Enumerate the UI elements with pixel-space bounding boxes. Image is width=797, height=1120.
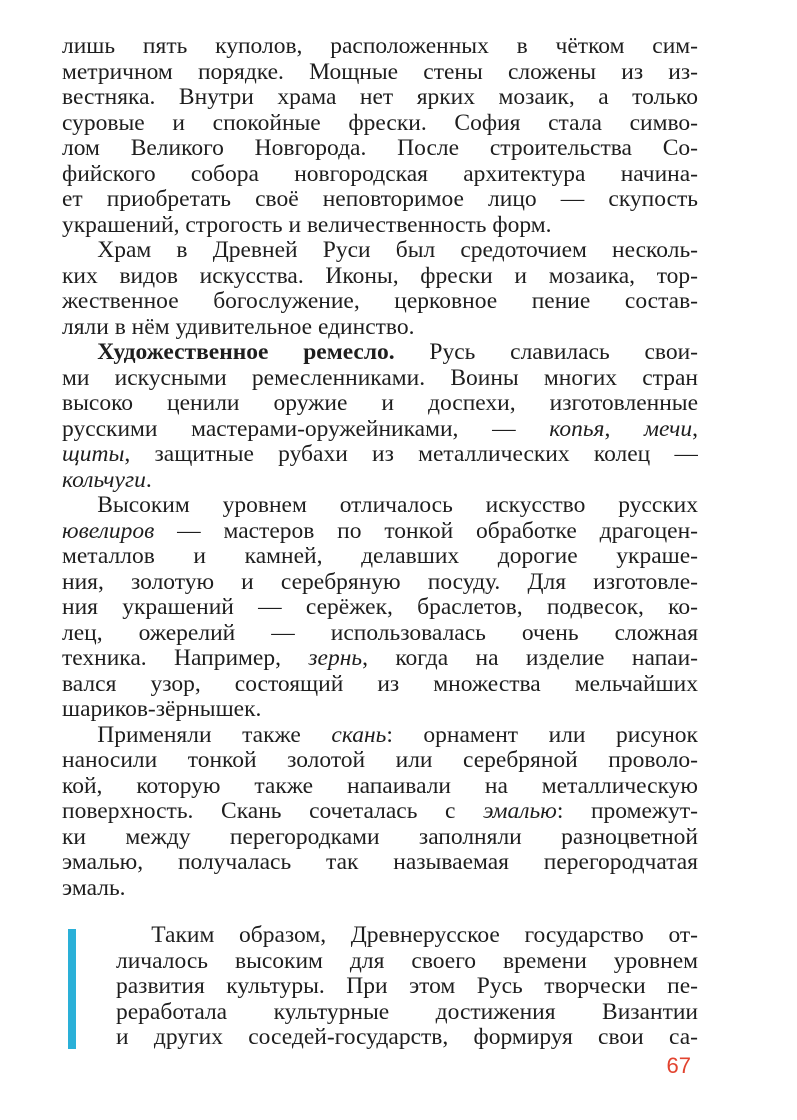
text-line	[62, 799, 698, 825]
text-line	[62, 315, 698, 341]
text-line	[62, 672, 698, 698]
text-run: : промежут-	[556, 799, 698, 824]
text-run: метричном порядке. Мощные стены сложены из из-	[62, 59, 698, 85]
text-line	[62, 289, 698, 315]
italic-term: мечи	[644, 416, 693, 442]
text-run: ких видов искусства. Иконы, фрески и мозаика, тор-	[62, 263, 698, 289]
text-line	[62, 697, 698, 723]
summary-line: развития культуры. При этом Русь творчески пе-	[116, 974, 698, 999]
text-line	[62, 442, 698, 468]
body-text	[62, 34, 698, 901]
summary-box	[62, 923, 698, 1051]
text-run: шариков-зёрнышек.	[62, 697, 262, 722]
summary-text	[116, 923, 698, 1051]
text-run: — мастеров по тонкой обработке драгоцен-	[154, 518, 698, 544]
text-run: вался узор, состоящий из множества мельчайших	[62, 671, 698, 697]
text-line	[62, 34, 698, 60]
text-run: , когда на изделие напаи-	[362, 646, 698, 671]
text-line	[62, 646, 698, 672]
text-run: кой, которую также напаивали на металлическую	[62, 773, 698, 799]
summary-line: реработала культурные достижения Византии	[116, 999, 698, 1025]
text-line	[62, 391, 698, 417]
text-run: ,	[604, 416, 645, 442]
italic-term: зернь	[308, 646, 363, 671]
text-run: эмаль.	[62, 875, 126, 901]
text-run: .	[145, 467, 152, 493]
text-run: жественное богослужение, церковное пение состав-	[62, 289, 698, 314]
text-line	[62, 850, 698, 876]
text-run	[62, 340, 97, 365]
text-line	[62, 85, 698, 111]
text-run: Храм в Древней Руси был средоточием несколь-	[62, 238, 698, 263]
text-line	[62, 264, 698, 290]
italic-term: ювелиров	[62, 518, 155, 544]
text-run: ,	[692, 416, 698, 442]
text-line	[62, 136, 698, 162]
text-line	[62, 723, 698, 749]
summary-line: личалось высоким для своего времени уровнем	[116, 948, 698, 974]
text-line	[62, 544, 698, 570]
text-line	[62, 595, 698, 621]
text-run: Применяли также	[62, 722, 332, 748]
text-line	[62, 493, 698, 519]
summary-line: Таким образом, Древнерусское государство от-	[116, 923, 698, 948]
text-run: фийского собора новгородская архитектура начина-	[62, 161, 698, 187]
text-line	[62, 366, 698, 392]
text-run: ния украшений — серёжек, браслетов, подвесок, ко-	[62, 595, 698, 620]
text-run: эмалью, получалась так называемая перегородчатая	[62, 850, 698, 875]
italic-term: скань	[331, 722, 387, 748]
page-number: 67	[666, 1053, 691, 1078]
text-run: металлов и камней, делавших дорогие украше-	[62, 544, 698, 569]
text-run: ляли в нём удивительное единство.	[62, 314, 415, 340]
text-run: ки между перегородками заполняли разноцветной	[62, 824, 698, 850]
text-run: суровые и спокойные фрески. София стала симво-	[62, 110, 698, 136]
text-line	[62, 162, 698, 188]
text-line	[62, 111, 698, 137]
text-run: высоко ценили оружие и доспехи, изготовленные	[62, 391, 698, 416]
text-line	[62, 876, 698, 902]
text-run: вестняка. Внутри храма нет ярких мозаик, а только	[62, 85, 698, 110]
text-run: : орнамент или рисунок	[386, 722, 698, 748]
text-run: лом Великого Новгорода. После строительства Со-	[62, 136, 698, 161]
page-content	[62, 34, 698, 1051]
text-run: поверхность. Скань сочеталась с	[62, 799, 484, 824]
summary-line: и других соседей-государств, формируя свои са-	[116, 1025, 698, 1050]
text-line	[62, 340, 698, 366]
text-run: ми искусными ремесленниками. Воины многих стран	[62, 365, 698, 391]
text-line	[62, 213, 698, 239]
text-line	[62, 621, 698, 647]
text-run: ния, золотую и серебряную посуду. Для изготовле-	[62, 569, 698, 595]
text-run: Высоким уровнем отличалось искусство русских	[62, 493, 698, 518]
italic-term: щиты	[62, 442, 125, 467]
text-run: украшений, строгость и величественность форм.	[62, 212, 552, 238]
text-run: лец, ожерелий — использовалась очень сложная	[62, 620, 698, 646]
text-run: ет приобретать своё неповторимое лицо — скупость	[62, 187, 698, 212]
text-run: лишь пять куполов, расположенных в чётком сим-	[62, 34, 698, 59]
text-line	[62, 417, 698, 443]
text-line	[62, 519, 698, 545]
text-line	[62, 187, 698, 213]
text-run: техника. Например,	[62, 646, 309, 671]
text-line	[62, 238, 698, 264]
text-line	[62, 60, 698, 86]
text-line	[62, 570, 698, 596]
text-run: , защитные рубахи из металлических колец —	[124, 442, 698, 467]
text-line	[62, 468, 698, 494]
italic-term: кольчуги	[62, 467, 146, 493]
italic-term: эмалью	[483, 799, 557, 824]
text-line	[62, 748, 698, 774]
text-run: Русь славилась свои-	[394, 340, 698, 365]
text-line	[62, 825, 698, 851]
bold-heading: Художественное ремесло.	[97, 340, 395, 365]
italic-term: копья	[549, 416, 605, 442]
text-run: наносили тонкой золотой или серебряной проволо-	[62, 748, 698, 773]
summary-accent-bar	[68, 929, 76, 1049]
text-line	[62, 774, 698, 800]
text-run: русскими мастерами-оружейниками, —	[62, 416, 550, 442]
